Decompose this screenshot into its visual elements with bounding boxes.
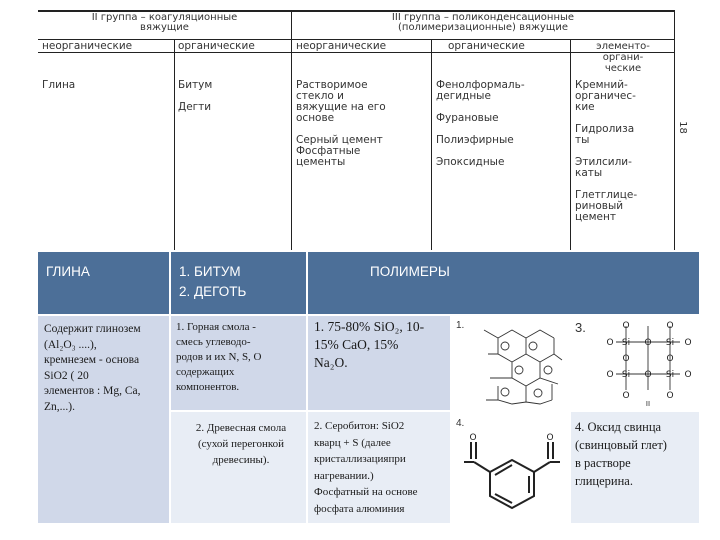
polymer-item-4: 4. Оксид свинца (свинцовый глет) в растворе глицерина. [575,420,667,488]
o-label: O [644,338,652,348]
col-organic-g2: органические [178,40,255,52]
g3-elementoorganic-items: Кремний- органичес- кие Гидролиза ты Этилсили- каты Глетглице- риновый цемент [575,79,638,223]
o-label: O [622,321,630,331]
siloxane-structure-diagram [598,318,698,408]
group2-header: II группа – коагуляционные вяжущие [91,12,238,33]
header-cell-polymers [308,252,699,314]
si-label: Si [665,370,675,380]
header-bitumen: 1. БИТУМ 2. ДЕГОТЬ [179,264,247,299]
roman-label: II [645,400,651,408]
formula1-number: 1. [456,320,465,331]
header-clay: ГЛИНА [46,264,90,279]
g2-inorganic-items: Глина [42,79,76,91]
o-label: O [546,433,554,443]
col-inorganic-g2: неорганические [42,40,133,52]
table-line [431,40,432,250]
formula3-number: 3. [575,320,586,335]
polymer-item-2: 2. Серобитон: SiO2 кварц + S (далее кристаллизацияпри нагревании.) Фосфатный на основе фосфата алюминия [314,420,418,515]
resin-structure-diagram [478,320,566,408]
si-label: Si [665,338,675,348]
g3-organic-items: Фенолформаль- дегидные Фурановые Полиэфирные Эпоксидные [436,79,525,168]
o-label: O [622,391,630,401]
o-label: O [469,433,477,443]
bitumen-item-1: 1. Горная смола - смесь углеводо- родов и их N, S, O содержащих компонентов. [176,321,262,393]
o-label: O [622,354,630,364]
clay-description: Содержит глинозем (Al₂O₃ ....), кремнезем - основа SiO2 ( 20 элементов : Mg, Ca, Zn,...). [44,323,141,413]
o-label: O [666,321,674,331]
col-inorganic-g3: неорганические [296,40,387,52]
o-label: O [606,370,614,380]
formula4-number: 4. [456,418,465,429]
group3-header: III группа – поликонденсационные (полимеризационные) вяжущие [391,12,575,33]
o-label: O [606,338,614,348]
col-elementoorganic: элементо- органи- ческие [596,41,650,74]
o-label: O [684,370,692,380]
o-label: O [684,338,692,348]
table-line [174,40,175,250]
phthalic-structure-diagram [460,432,565,520]
si-label: Si [621,338,631,348]
o-label: O [666,391,674,401]
header-polymers: ПОЛИМЕРЫ [370,264,450,279]
col-organic-g3: органические [448,40,525,52]
table-line [291,10,292,250]
header-cell-clay [38,252,169,314]
side-mark: 18 [677,121,689,134]
g2-organic-items: Битум Дегти [178,79,213,113]
polymer-item-1: 1. 75-80% SiO₂, 10- 15% CaO, 15% Na₂O. [314,319,425,370]
binders-table [38,252,699,523]
bitumen-item-2: 2. Древесная смола (сухой перегонкой древесины). [195,422,287,466]
o-label: O [666,354,674,364]
header-cell-bitumen [171,252,306,314]
si-label: Si [621,370,631,380]
o-label: O [644,370,652,380]
classification-table-scan [38,10,689,250]
g3-inorganic-items: Растворимое стекло и вяжущие на его основе Серный цемент Фосфатные цементы [296,79,386,168]
